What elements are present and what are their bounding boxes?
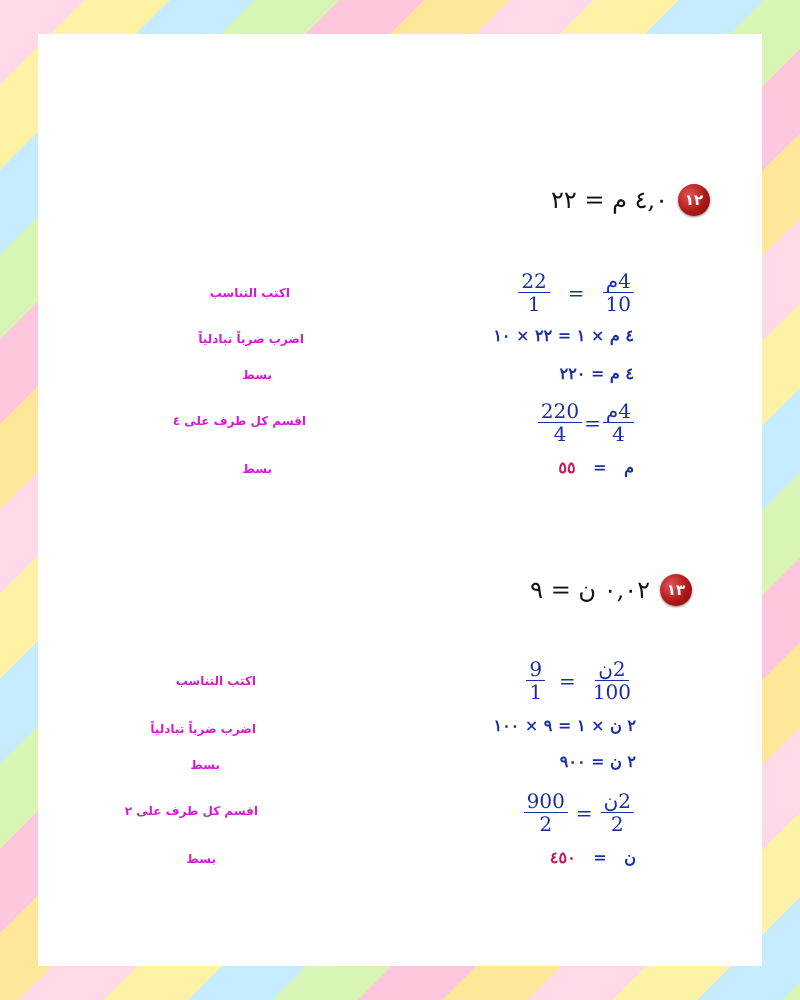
step-note: اكتب التناسب [175, 674, 256, 688]
fraction-left: $\frac{\text{4م}}{10}$ [603, 270, 634, 315]
simplify-step: ٢ ن = ٩٠٠ [559, 752, 636, 771]
problem-number-badge: ١٢ [678, 184, 710, 216]
fraction-right: $\frac{9}{1}$ [526, 658, 545, 703]
step-note: اقسم كل طرف على ٤ [172, 414, 306, 428]
fraction-left: $\frac{\text{4م}}{4}$ [603, 400, 634, 445]
cross-multiply-step: ٤ م × ١ = ٢٢ × ١٠ [493, 326, 634, 345]
proportion-step: $\frac{\text{4م}}{10}$ = $\frac{22}{1}$ [518, 270, 634, 315]
fraction-right: $\frac{900}{2}$ [524, 790, 568, 835]
fraction-left: $\frac{\text{2ن}}{100}$ [592, 657, 631, 704]
step-note: بسط [190, 758, 220, 772]
step-note: بسط [242, 368, 272, 382]
problem-equation: ٠,٠٢ ن = ٩ [530, 576, 650, 604]
result-step: م = ٥٥ [558, 458, 634, 477]
step-note: اضرب ضرباً تبادلياً [198, 332, 304, 346]
problem-12-header [551, 184, 710, 216]
problem-number-badge: ١٣ [660, 574, 692, 606]
cross-multiply-step: ٢ ن × ١ = ٩ × ١٠٠ [493, 716, 636, 735]
divide-step: $\frac{\text{4م}}{4}$ = $\frac{220}{4}$ [538, 400, 634, 445]
step-note: اكتب التناسب [209, 286, 290, 300]
step-note: بسط [186, 852, 216, 866]
worksheet-page [38, 34, 762, 966]
step-note: اقسم كل طرف على ٢ [124, 804, 258, 818]
step-note: بسط [242, 462, 272, 476]
problem-13-header [530, 574, 692, 606]
fraction-left: $\frac{\text{2ن}}{2}$ [601, 790, 634, 835]
fraction-right: $\frac{22}{1}$ [518, 270, 549, 315]
divide-step: $\frac{\text{2ن}}{2}$ = $\frac{900}{2}$ [524, 790, 634, 835]
result-step: ن = ٤٥٠ [549, 848, 636, 867]
proportion-step: $\frac{\text{2ن}}{100}$ = $\frac{9}{1}$ [526, 658, 634, 703]
problem-equation: ٤,٠ م = ٢٢ [550, 186, 668, 214]
step-note: اضرب ضرباً تبادلياً [150, 722, 256, 736]
simplify-step: ٤ م = ٢٢٠ [559, 364, 634, 383]
fraction-right: $\frac{220}{4}$ [538, 400, 582, 445]
result-value: ٤٥٠ [549, 848, 576, 867]
result-value: ٥٥ [558, 458, 576, 477]
